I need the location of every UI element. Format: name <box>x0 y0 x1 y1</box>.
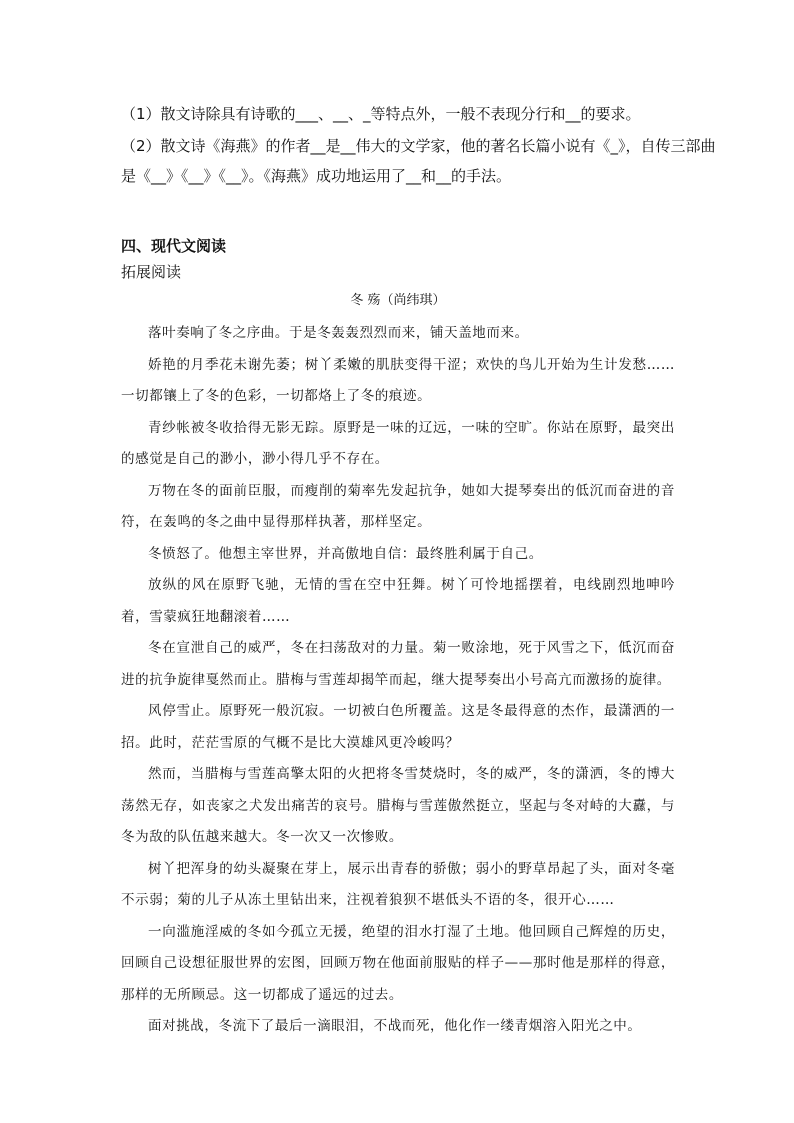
section-heading: 四、现代文阅读 <box>121 237 227 255</box>
essay-paragraph: 放纵的风在原野飞驰，无情的雪在空中狂舞。树丫可怜地摇摆着，电线剧烈地呻吟着，雪蒙疯狂地翻滚着…… <box>121 577 675 625</box>
essay-paragraph: 面对挑战，冬流下了最后一滴眼泪，不战而死，他化作一缕青烟溶入阳光之中。 <box>148 1018 642 1034</box>
essay-title: 冬 殇（尚纬琪） <box>350 293 446 308</box>
essay-paragraph: 青纱帐被冬收拾得无影无踪。原野是一味的辽远，一味的空旷。你站在原野，最突出的感觉是自己的渺小，渺小得几乎不存在。 <box>121 419 675 467</box>
essay-body <box>121 318 675 1043</box>
essay-paragraph: 娇艳的月季花未谢先萎；树丫柔嫩的肌肤变得干涩；欢快的鸟儿开始为生计发愁……一切都镶上了冬的色彩，一切都烙上了冬的痕迹。 <box>121 356 675 404</box>
question-2-line-1: （2）散文诗《海燕》的作者__是__伟大的文学家，他的著名长篇小说有《_》，自传三部曲 <box>121 137 716 155</box>
essay-paragraph: 落叶奏响了冬之序曲。于是冬轰轰烈烈而来，铺天盖地而来。 <box>148 325 529 341</box>
question-2-line-2: 是《__》《__》《__》。《海燕》成功地运用了__和__的手法。 <box>121 167 512 185</box>
essay-paragraph: 冬在宣泄自己的威严，冬在扫荡敌对的力量。菊一败涂地，死于风雪之下，低沉而奋进的抗争旋律戛然而止。腊梅与雪莲却揭竿而起，继大提琴奏出小号高亢而激扬的旋律。 <box>121 640 675 688</box>
essay-paragraph: 风停雪止。原野死一般沉寂。一切被白色所覆盖。这是冬最得意的杰作，最潇洒的一招。此时，茫茫雪原的气概不是比大漠雄风更冷峻吗？ <box>121 703 675 751</box>
essay-paragraph: 冬愤怒了。他想主宰世界，并高傲地自信：最终胜利属于自己。 <box>148 545 543 562</box>
section-subheading: 拓展阅读 <box>121 263 182 281</box>
essay-paragraph: 万物在冬的面前臣服，而瘦削的菊率先发起抗争，她如大提琴奏出的低沉而奋进的音符，在轰鸣的冬之曲中显得那样执著，那样坚定。 <box>121 482 675 530</box>
essay-paragraph: 一向滥施淫威的冬如今孤立无援，绝望的泪水打湿了土地。他回顾自己辉煌的历史，回顾自己设想征服世界的宏图，回顾万物在他面前服贴的样子——那时他是那样的得意，那样的无所顾忌。这一切都成了遥远的过去。 <box>121 923 675 1003</box>
essay-paragraph: 树丫把浑身的幼头凝聚在芽上，展示出青春的骄傲；弱小的野草昂起了头，面对冬毫不示弱；菊的儿子从冻土里钻出来，注视着狼狈不堪低头不语的冬，很开心…… <box>121 860 675 908</box>
question-1: （1）散文诗除具有诗歌的___、__、_等特点外，一般不表现分行和__的要求。 <box>121 105 641 123</box>
essay-paragraph: 然而，当腊梅与雪莲高擎太阳的火把将冬雪焚烧时，冬的威严，冬的潇洒，冬的博大荡然无存，如丧家之犬发出痛苦的哀号。腊梅与雪莲傲然挺立，坚起与冬对峙的大纛，与冬为敌的队伍越来越大。冬一次又一次惨败。 <box>121 766 675 845</box>
